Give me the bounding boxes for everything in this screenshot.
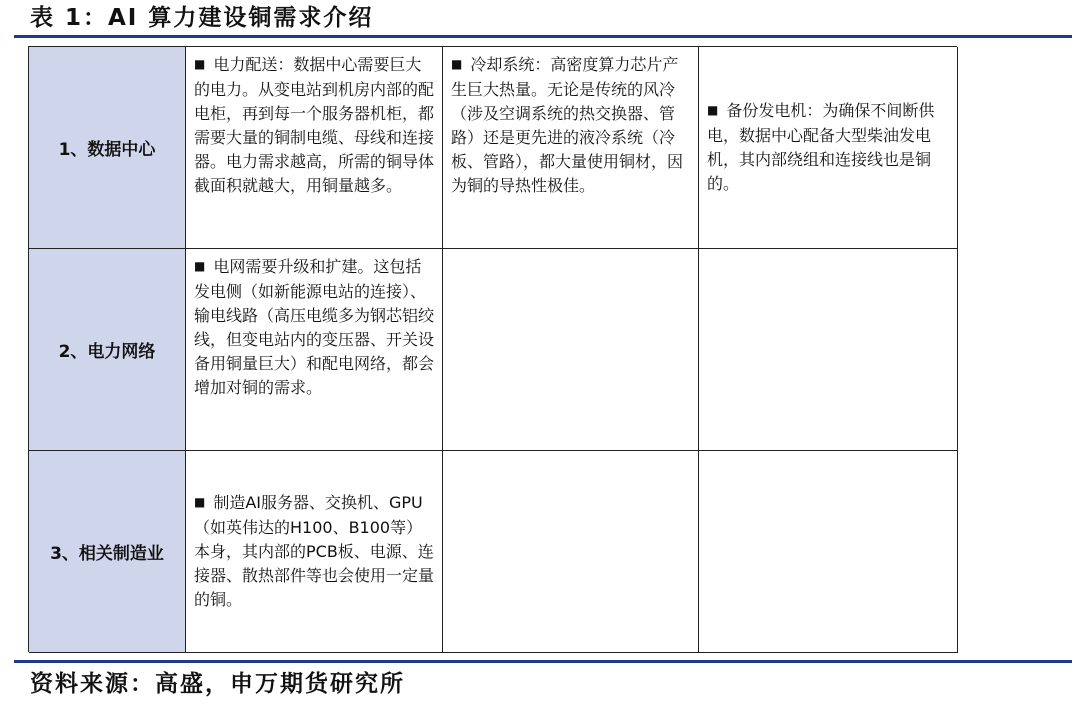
table-title: 表 1：AI 算力建设铜需求介绍	[30, 5, 374, 31]
table-cell-empty	[443, 451, 699, 653]
source-rule	[14, 660, 1072, 663]
table-cell	[699, 47, 958, 249]
cell-text: 冷却系统：高密度算力芯片产生巨大热量。无论是传统的风冷（涉及空调系统的热交换器、管路）还是更先进的液冷系统（冷板、管路），都大量使用铜材，因为铜的导热性极佳。	[451, 55, 684, 195]
cell-text: 备份发电机：为确保不间断供电，数据中心配备大型柴油发电机，其内部绕组和连接线也是铜的。	[707, 101, 935, 193]
title-rule	[14, 35, 1072, 38]
copper-demand-table	[28, 46, 957, 652]
table-cell	[186, 47, 443, 249]
row-header-data-center: 1、数据中心	[29, 47, 186, 249]
table-cell	[186, 451, 443, 653]
bullet-icon: ■	[451, 57, 463, 71]
row-header-power-grid: 2、电力网络	[29, 249, 186, 451]
table-cell	[186, 249, 443, 451]
bullet-icon: ■	[194, 259, 206, 273]
bullet-icon: ■	[194, 495, 206, 509]
table-cell-empty	[699, 451, 958, 653]
bullet-icon: ■	[194, 57, 206, 71]
cell-text: 制造AI服务器、交换机、GPU（如英伟达的H100、B100等）本身，其内部的PCB板、电源、连接器、散热部件等也会使用一定量的铜。	[194, 493, 435, 609]
cell-text: 电力配送：数据中心需要巨大的电力。从变电站到机房内部的配电柜，再到每一个服务器机柜，都需要大量的铜制电缆、母线和连接器。电力需求越高，所需的铜导体截面积就越大，用铜量越多。	[194, 55, 435, 195]
table-cell-empty	[699, 249, 958, 451]
row-header-manufacturing: 3、相关制造业	[29, 451, 186, 653]
table-cell	[443, 47, 699, 249]
bullet-icon: ■	[707, 103, 719, 117]
cell-text: 电网需要升级和扩建。这包括发电侧（如新能源电站的连接）、输电线路（高压电缆多为钢芯铝绞线，但变电站内的变压器、开关设备用铜量巨大）和配电网络，都会增加对铜的需求。	[194, 257, 435, 397]
source-note: 资料来源：高盛，申万期货研究所	[30, 671, 405, 697]
table-cell-empty	[443, 249, 699, 451]
